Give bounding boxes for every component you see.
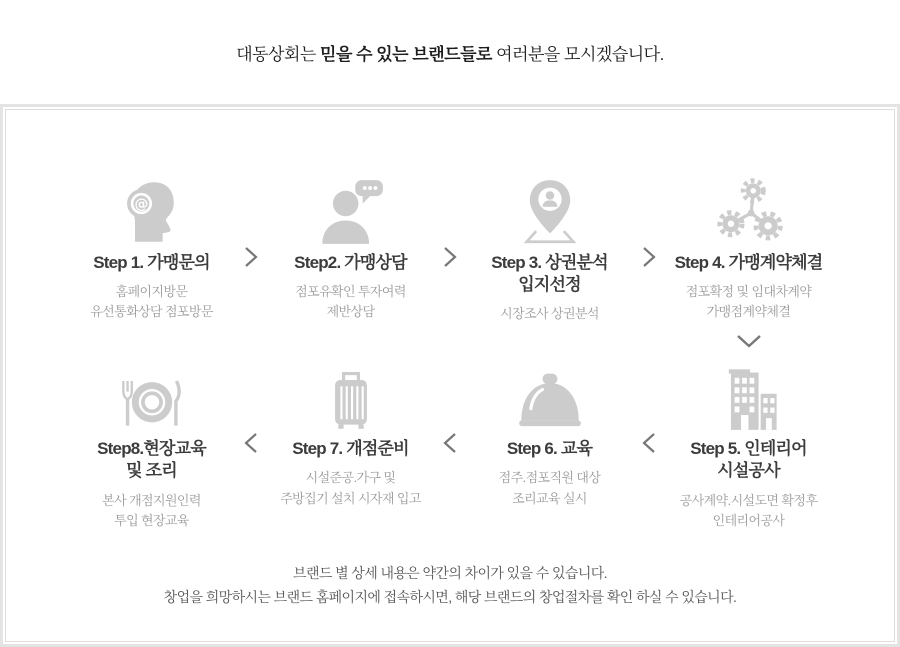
step-row-1 — [6, 176, 894, 324]
step-4-desc-line-2: 가맹점계약체결 — [706, 304, 791, 320]
connector-row — [6, 334, 894, 348]
step-8-desc — [52, 491, 251, 531]
step-4-desc-line-1: 점포확정 및 임대차계약 — [685, 284, 812, 300]
step-5-title — [649, 438, 848, 482]
suitcase-icon — [251, 362, 450, 432]
step-1-desc-line-1: 홈페이지방문 — [115, 284, 188, 300]
step-5-desc — [649, 491, 848, 531]
page-title — [236, 40, 664, 65]
footer-note-1: 브랜드 별 상세 내용은 약간의 차이가 있을 수 있습니다. — [293, 564, 607, 581]
step-6-column — [450, 362, 649, 508]
step-7-title: Step 7. 개점준비 — [292, 439, 409, 459]
step-6-desc-line-1: 점주.점포직원 대상 — [498, 470, 601, 486]
step-6-desc-line-2: 조리교육 실시 — [512, 490, 587, 506]
page-header — [0, 0, 900, 104]
step-1-column — [52, 176, 251, 322]
chevron-left-icon — [443, 432, 457, 454]
step-5-title-line-1: Step 5. 인테리어 — [690, 439, 807, 459]
step-5-column — [649, 362, 848, 530]
step-7-desc-line-1: 시설준공.가구 및 — [305, 470, 396, 486]
step-5-desc-line-2: 인테리어공사 — [712, 512, 785, 528]
step-1-title: Step 1. 가맹문의 — [93, 253, 210, 272]
footer-note-2: 창업을 희망하시는 브랜드 홈페이지에 접속하시면, 해당 브랜드의 창업절차를 확인 하실 수 있습니다. — [163, 589, 737, 606]
step-3-title-line-2: 입지선정 — [518, 275, 581, 295]
location-pin-icon — [450, 176, 649, 246]
step-8-desc-line-2: 투입 현장교육 — [114, 512, 189, 528]
step-3-desc — [450, 304, 649, 324]
process-box — [0, 104, 900, 647]
svg-text:@: @ — [133, 196, 148, 213]
step-6-desc — [450, 468, 649, 508]
cloche-icon — [450, 362, 649, 432]
step-2-desc — [251, 282, 450, 322]
step-1-desc-line-2: 유선통화상담 점포방문 — [90, 304, 213, 320]
step-4-column — [649, 176, 848, 322]
step-4-title: Step 4. 가맹계약체결 — [674, 253, 823, 272]
page-title-bold: 믿을 수 있는 브랜드들로 — [320, 44, 492, 64]
step-3-column — [450, 176, 649, 324]
step-7-column — [251, 362, 450, 508]
step-8-column — [52, 362, 251, 530]
step-7-desc-line-2: 주방집기 설치 시자재 입고 — [280, 490, 421, 506]
step-3-title — [450, 252, 649, 296]
step-2-desc-line-1: 점포유확인 투자여력 — [295, 284, 406, 300]
step-4-desc — [649, 282, 848, 322]
gears-icon — [649, 176, 848, 246]
person-chat-icon — [251, 176, 450, 246]
step-8-desc-line-1: 본사 개점지원인력 — [102, 492, 201, 508]
step-5-title-line-2: 시설공사 — [717, 461, 780, 481]
step-5-desc-line-1: 공사계약.시설도면 확정후 — [679, 492, 818, 508]
step-3-desc-line-1: 시장조사 상권분석 — [500, 306, 599, 322]
step-6-title: Step 6. 교육 — [506, 439, 593, 459]
building-icon — [649, 362, 848, 432]
step-row-2 — [6, 362, 894, 530]
step-8-title-line-2: 및 조리 — [126, 461, 177, 481]
step-1-desc — [52, 282, 251, 322]
chevron-down-icon — [649, 334, 848, 348]
head-at-icon — [52, 176, 251, 246]
step-8-title-line-1: Step8.현장교육 — [97, 439, 206, 459]
step-7-desc — [251, 468, 450, 508]
process-box-inner — [5, 109, 895, 642]
chevron-left-icon — [244, 432, 258, 454]
plate-cutlery-icon — [52, 362, 251, 432]
step-3-title-line-1: Step 3. 상권분석 — [491, 253, 608, 272]
footer-notes — [6, 561, 894, 610]
step-8-title — [52, 438, 251, 482]
step-2-desc-line-2: 제반상담 — [326, 304, 375, 320]
step-2-title: Step2. 가맹상담 — [294, 253, 407, 272]
page-title-prefix: 대동상회는 — [236, 44, 321, 64]
chevron-left-icon — [642, 432, 656, 454]
page-title-suffix: 여러분을 모시겠습니다. — [491, 44, 664, 64]
step-2-column — [251, 176, 450, 322]
